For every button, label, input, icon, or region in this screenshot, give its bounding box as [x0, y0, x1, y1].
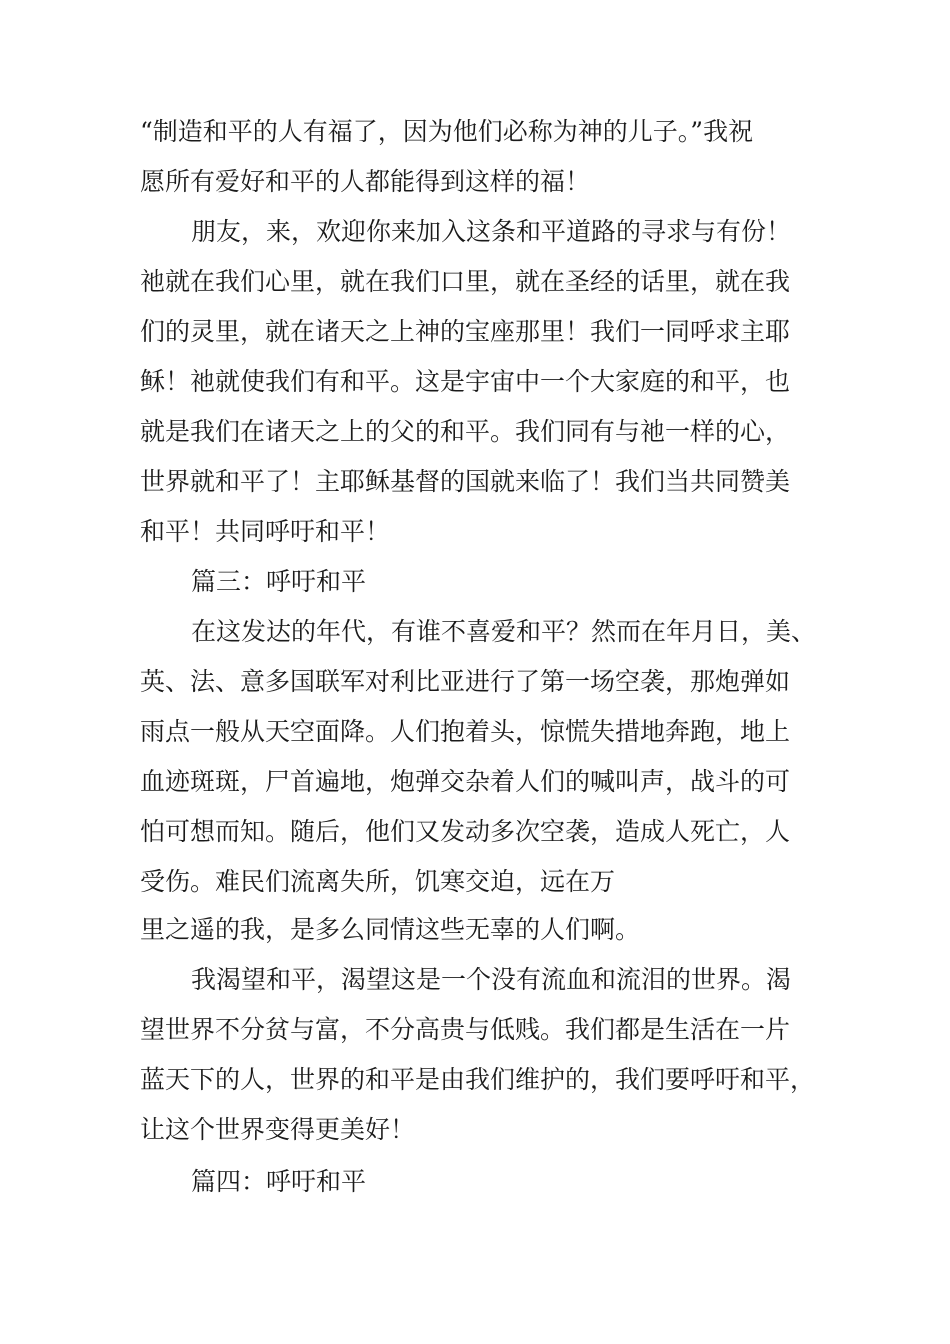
- text-line: 就是我们在诸天之上的父的和平。我们同有与祂一样的心，: [140, 417, 791, 446]
- text-line: 怕可想而知。随后，他们又发动多次空袭，造成人死亡，人: [140, 817, 791, 846]
- text-line: “制造和平的人有福了，因为他们必称为神的儿子。”我祝: [140, 117, 754, 146]
- text-line: 让这个世界变得更美好！: [140, 1115, 416, 1144]
- text-line: 稣！祂就使我们有和平。这是宇宙中一个大家庭的和平，也: [140, 367, 791, 396]
- text-line: 望世界不分贫与富，不分高贵与低贱。我们都是生活在一片: [140, 1015, 791, 1044]
- section-heading: 篇四：呼吁和平: [191, 1167, 367, 1196]
- text-line: 英、法、意多国联军对利比亚进行了第一场空袭，那炮弹如: [140, 667, 791, 696]
- text-line: 血迹斑斑，尸首遍地，炮弹交杂着人们的喊叫声，战斗的可: [140, 767, 791, 796]
- text-line: 愿所有爱好和平的人都能得到这样的福！: [140, 167, 591, 196]
- section-heading: 篇三：呼吁和平: [191, 567, 367, 596]
- text-line: 世界就和平了！主耶稣基督的国就来临了！我们当共同赞美: [140, 467, 791, 496]
- paragraph-start-line: 在这发达的年代，有谁不喜爱和平？然而在年月日，美、: [191, 617, 817, 646]
- text-line: 雨点一般从天空面降。人们抱着头，惊慌失措地奔跑，地上: [140, 717, 791, 746]
- paragraph-start-line: 我渴望和平，渴望这是一个没有流血和流泪的世界。渴: [191, 965, 792, 994]
- paragraph-start-line: 朋友，来，欢迎你来加入这条和平道路的寻求与有份！: [191, 217, 792, 246]
- text-line: 里之遥的我，是多么同情这些无辜的人们啊。: [140, 915, 641, 944]
- text-line: 们的灵里，就在诸天之上神的宝座那里！我们一同呼求主耶: [140, 317, 791, 346]
- text-line: 祂就在我们心里，就在我们口里，就在圣经的话里，就在我: [140, 267, 791, 296]
- text-line: 和平！共同呼吁和平！: [140, 517, 391, 546]
- text-line: 蓝天下的人，世界的和平是由我们维护的，我们要呼吁和平，: [140, 1065, 816, 1094]
- text-line: 受伤。难民们流离失所，饥寒交迫，远在万: [140, 867, 616, 896]
